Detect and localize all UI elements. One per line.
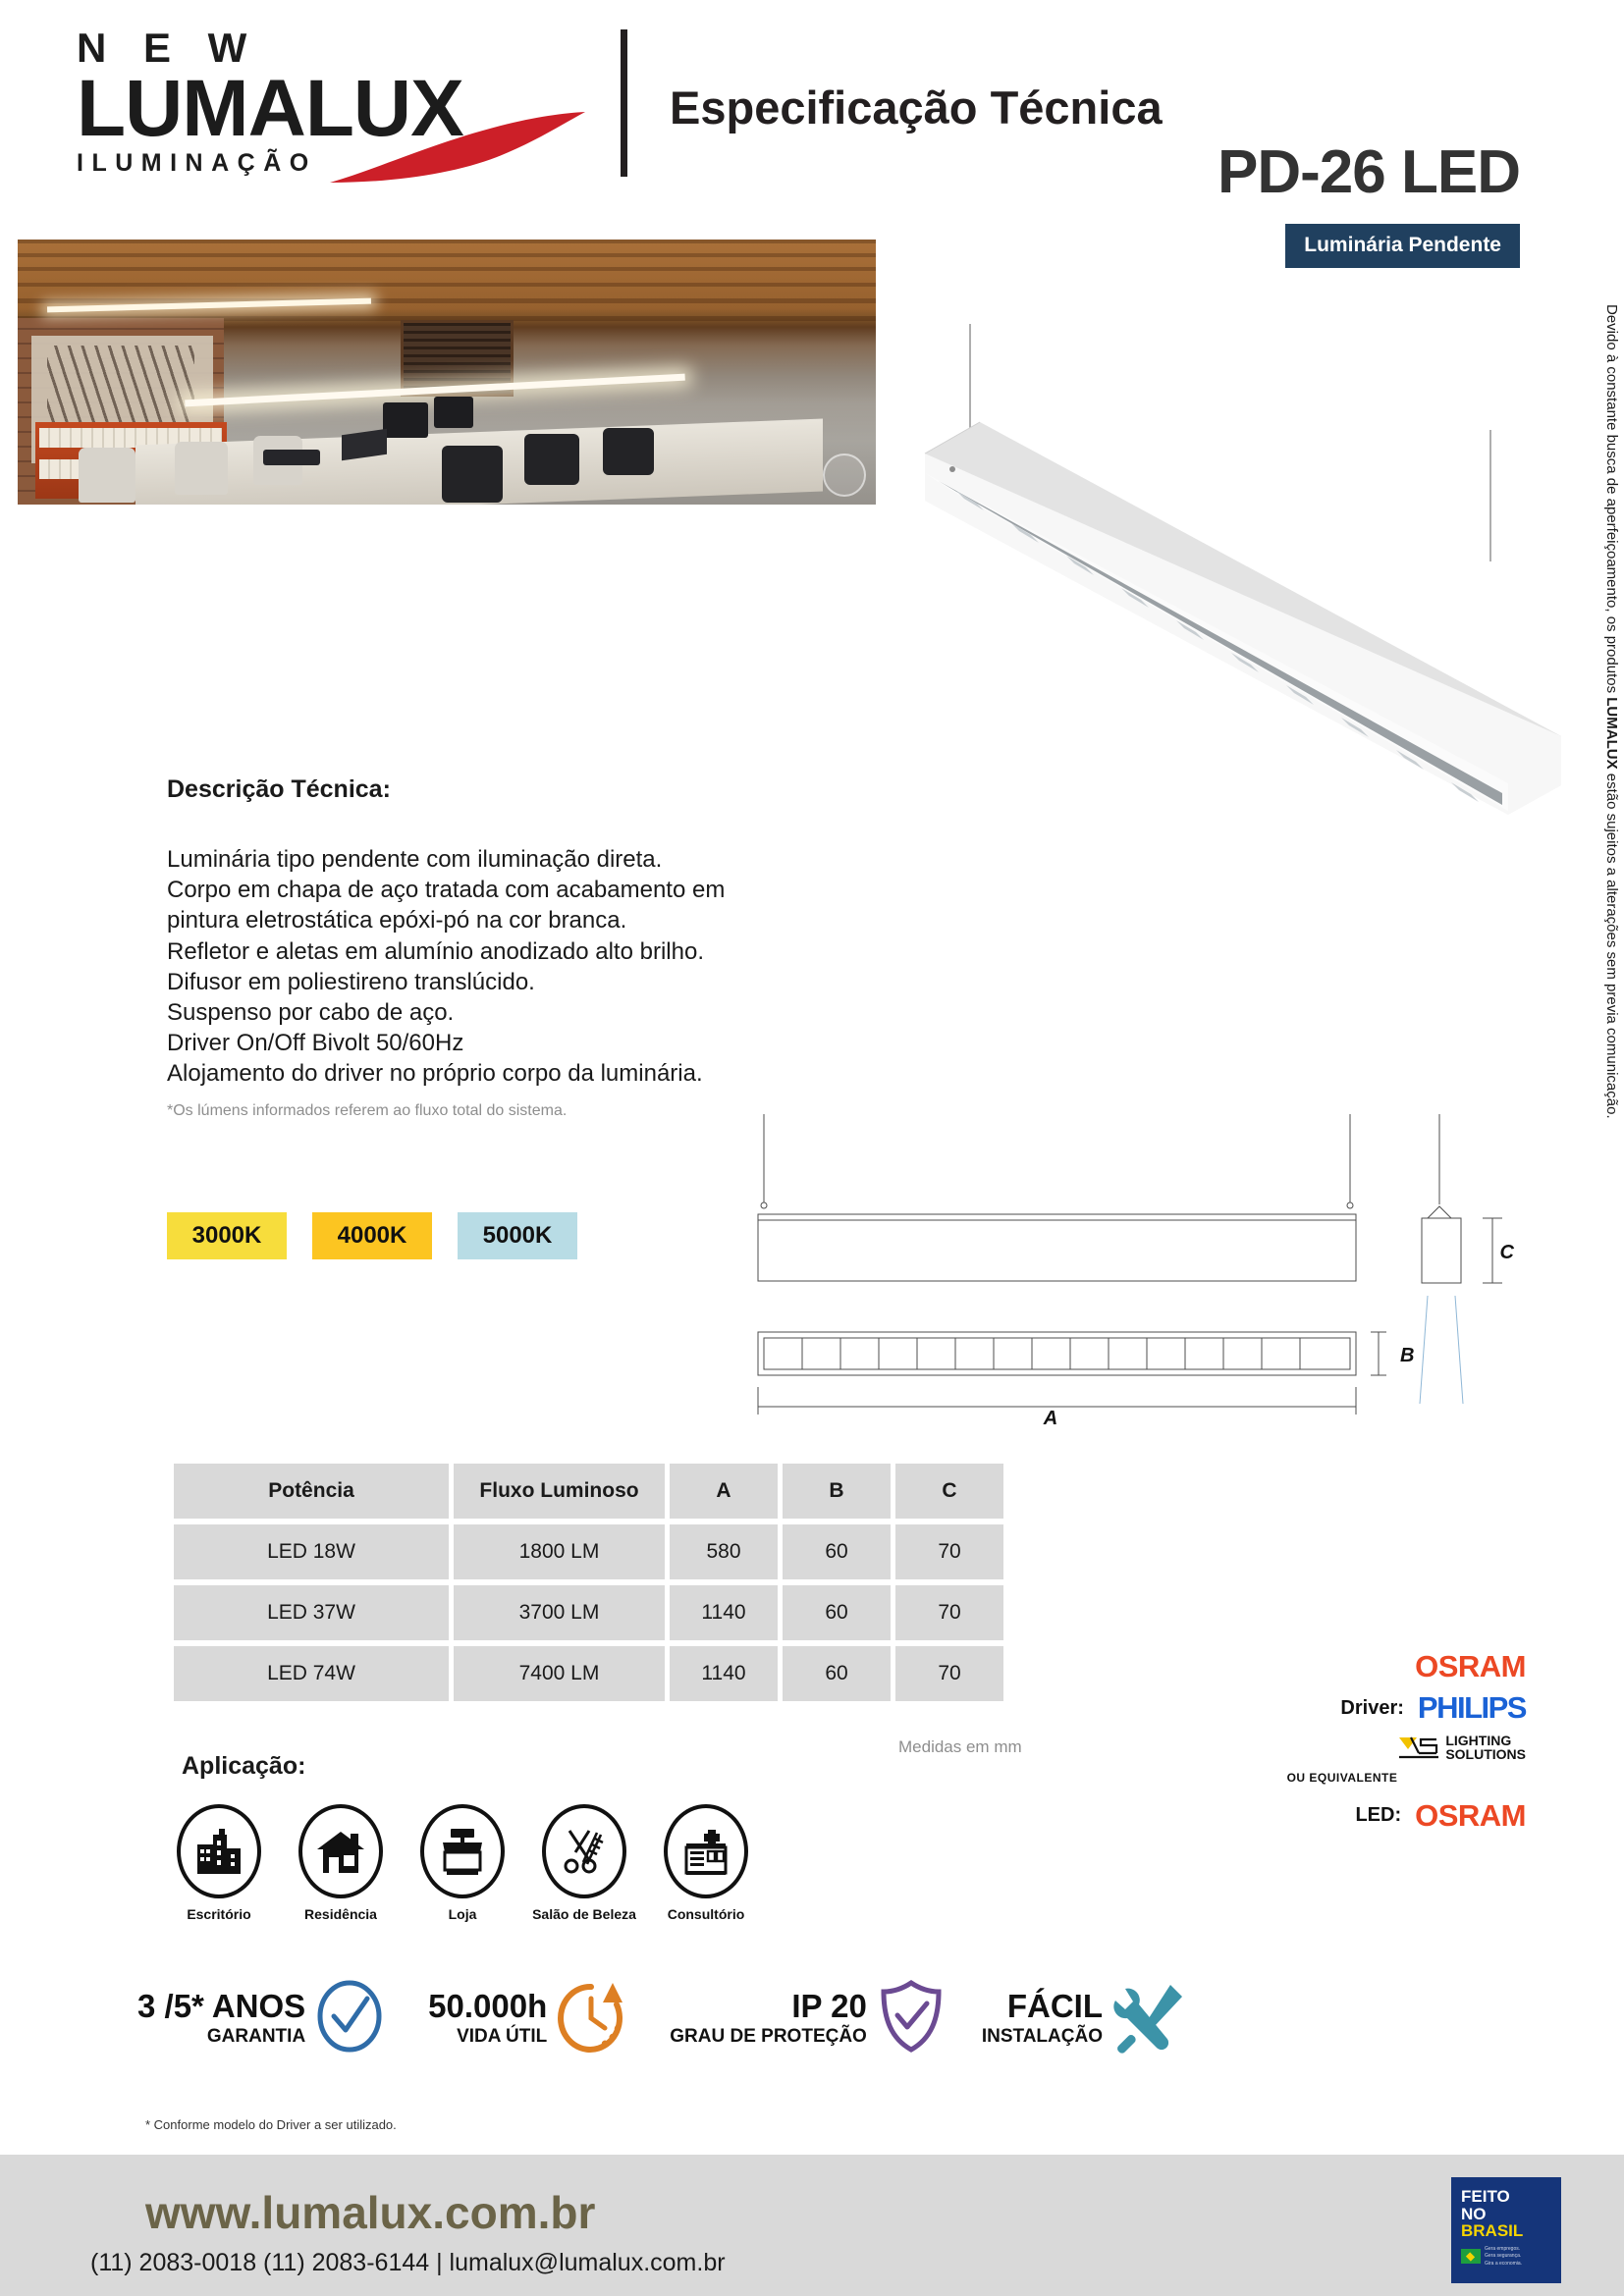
description-line: Refletor e aletas em alumínio anodizado alto brilho. (167, 937, 704, 965)
application-heading: Aplicação: (182, 1752, 306, 1780)
application-icons-row (165, 1804, 760, 1922)
feature-value: IP 20 (791, 1988, 867, 2024)
svg-text:A: A (1043, 1408, 1058, 1428)
column-header-c: C (895, 1464, 1003, 1519)
logo-iluminacao-text: ILUMINAÇÃO (77, 148, 317, 177)
side-disclaimer-note (1595, 304, 1620, 1286)
application-label: Loja (448, 1906, 477, 1922)
table-row (174, 1524, 1003, 1579)
product-name: PD-26 LED (1218, 138, 1520, 206)
description-heading: Descrição Técnica: (167, 775, 391, 803)
cell-a: 580 (670, 1524, 778, 1579)
driver-footnote: * Conforme modelo do Driver a ser utilizado. (145, 2117, 397, 2132)
shop-icon (420, 1804, 505, 1898)
badge-line-brasil: BRASIL (1461, 2221, 1524, 2241)
feature-vida-util (428, 1979, 626, 2058)
application-item-salao (530, 1804, 638, 1922)
lumens-note: *Os lúmens informados referem ao fluxo total do sistema. (167, 1102, 568, 1119)
check-circle-icon (314, 1979, 385, 2058)
temp-badge-3000k: 3000K (167, 1212, 287, 1259)
application-label: Escritório (187, 1906, 251, 1922)
side-note-brand: LUMALUX (1603, 697, 1620, 770)
clock-icon (556, 1979, 626, 2058)
application-label: Salão de Beleza (532, 1906, 636, 1922)
cell-b: 60 (783, 1524, 891, 1579)
cell-b: 60 (783, 1646, 891, 1701)
osram-logo: OSRAM (1415, 1649, 1526, 1683)
badge-sub1: Gera empregos. (1485, 2246, 1521, 2253)
vs-line2: SOLUTIONS (1445, 1746, 1526, 1763)
feature-garantia (137, 1979, 385, 2058)
cell-a: 1140 (670, 1585, 778, 1640)
cell-potencia: LED 74W (174, 1646, 449, 1701)
description-line: Alojamento do driver no próprio corpo da luminária. (167, 1060, 703, 1088)
vs-lighting-logo (1397, 1734, 1526, 1762)
table-row (174, 1646, 1003, 1701)
application-item-escritorio (165, 1804, 273, 1922)
brand-row-driver (1159, 1690, 1551, 1726)
header-divider (621, 29, 627, 177)
badge-sub2: Gera segurança. (1485, 2253, 1522, 2260)
brand-row-osram-top (1159, 1649, 1551, 1684)
feature-value: 3 /5* ANOS (137, 1988, 306, 2024)
description-line: Luminária tipo pendente com iluminação direta. (167, 846, 663, 873)
column-header-a: A (670, 1464, 778, 1519)
side-note-post: estão sujeitos a alterações sem previa comunicação. (1603, 769, 1620, 1119)
cell-potencia: LED 37W (174, 1585, 449, 1640)
vs-line1: LIGHTING (1445, 1733, 1512, 1748)
cell-c: 70 (895, 1585, 1003, 1640)
description-line: Difusor em poliestireno translúcido. (167, 968, 535, 995)
application-photo (18, 240, 876, 505)
brand-row-vs (1159, 1734, 1551, 1762)
brand-logos-section (1159, 1649, 1551, 1834)
driver-label: Driver: (1340, 1696, 1404, 1719)
led-label: LED: (1355, 1804, 1402, 1827)
badge-sub3: Gira a economia. (1485, 2260, 1523, 2267)
feature-label: INSTALAÇÃO (981, 2026, 1103, 2047)
made-in-brazil-badge (1451, 2177, 1561, 2283)
table-header-row (174, 1464, 1003, 1519)
equivalent-note: OU EQUIVALENTE (1286, 1770, 1398, 1785)
feature-label: GARANTIA (206, 2026, 306, 2047)
cell-potencia: LED 18W (174, 1524, 449, 1579)
application-item-consultorio (652, 1804, 760, 1922)
scissors-comb-icon (542, 1804, 626, 1898)
philips-logo: PHILIPS (1417, 1690, 1526, 1725)
temp-badge-4000k: 4000K (312, 1212, 432, 1259)
feature-instalacao (982, 1979, 1186, 2058)
side-note-pre: Devido à constante busca de aperfeiçoamento, os produtos (1603, 304, 1620, 698)
logo-swoosh-icon (324, 110, 589, 188)
dimension-drawing (697, 1104, 1522, 1428)
office-building-icon (177, 1804, 261, 1898)
application-item-residencia (287, 1804, 395, 1922)
temp-badge-5000k: 5000K (458, 1212, 577, 1259)
specification-table (169, 1458, 1008, 1707)
cell-c: 70 (895, 1524, 1003, 1579)
cell-b: 60 (783, 1585, 891, 1640)
cell-c: 70 (895, 1646, 1003, 1701)
feature-label: VIDA ÚTIL (457, 2026, 548, 2047)
table-row (174, 1585, 1003, 1640)
application-item-loja (408, 1804, 516, 1922)
website-link[interactable]: www.lumalux.com.br (145, 2187, 596, 2238)
clinic-icon (664, 1804, 748, 1898)
svg-text:B: B (1400, 1345, 1415, 1366)
osram-led-logo: OSRAM (1415, 1797, 1526, 1833)
cell-fluxo: 1800 LM (454, 1524, 665, 1579)
measure-unit-note: Medidas em mm (898, 1737, 1022, 1756)
color-temperature-row (167, 1212, 577, 1259)
photo-watermark-icon (823, 454, 866, 497)
shield-check-icon (876, 1978, 947, 2059)
column-header-b: B (783, 1464, 891, 1519)
brazil-flag-icon (1461, 2249, 1481, 2264)
description-line: Driver On/Off Bivolt 50/60Hz (167, 1030, 464, 1057)
brand-row-led (1159, 1798, 1551, 1834)
feature-value: FÁCIL (1006, 1988, 1103, 2024)
svg-text:C: C (1499, 1242, 1514, 1263)
application-label: Residência (304, 1906, 377, 1922)
badge-line-feito: FEITO (1461, 2187, 1510, 2206)
description-body (167, 844, 835, 1090)
description-line: pintura eletrostática epóxi-pó na cor branca. (167, 907, 627, 934)
column-header-potencia: Potência (174, 1464, 449, 1519)
description-line: Corpo em chapa de aço tratada com acabamento em (167, 877, 726, 904)
tools-icon (1111, 1979, 1186, 2058)
page-title: Especificação Técnica (670, 81, 1163, 133)
badge-line-no: NO (1461, 2204, 1487, 2223)
product-render (874, 324, 1561, 893)
product-type-badge: Luminária Pendente (1285, 224, 1520, 268)
page-footer (0, 2155, 1624, 2296)
cell-fluxo: 3700 LM (454, 1585, 665, 1640)
contact-info: (11) 2083-0018 (11) 2083-6144 | lumalux@lumalux.com.br (90, 2249, 726, 2276)
logo-new-text: N E W (77, 25, 260, 71)
cell-fluxo: 7400 LM (454, 1646, 665, 1701)
column-header-fluxo: Fluxo Luminoso (454, 1464, 665, 1519)
feature-bar (137, 1978, 1186, 2059)
logo-lumalux-text: LUMALUX (77, 64, 463, 153)
feature-label: GRAU DE PROTEÇÃO (670, 2026, 867, 2047)
cell-a: 1140 (670, 1646, 778, 1701)
house-icon (298, 1804, 383, 1898)
feature-value: 50.000h (428, 1988, 548, 2024)
application-label: Consultório (667, 1906, 745, 1922)
feature-ip20 (670, 1978, 947, 2059)
description-line: Suspenso por cabo de aço. (167, 998, 455, 1026)
